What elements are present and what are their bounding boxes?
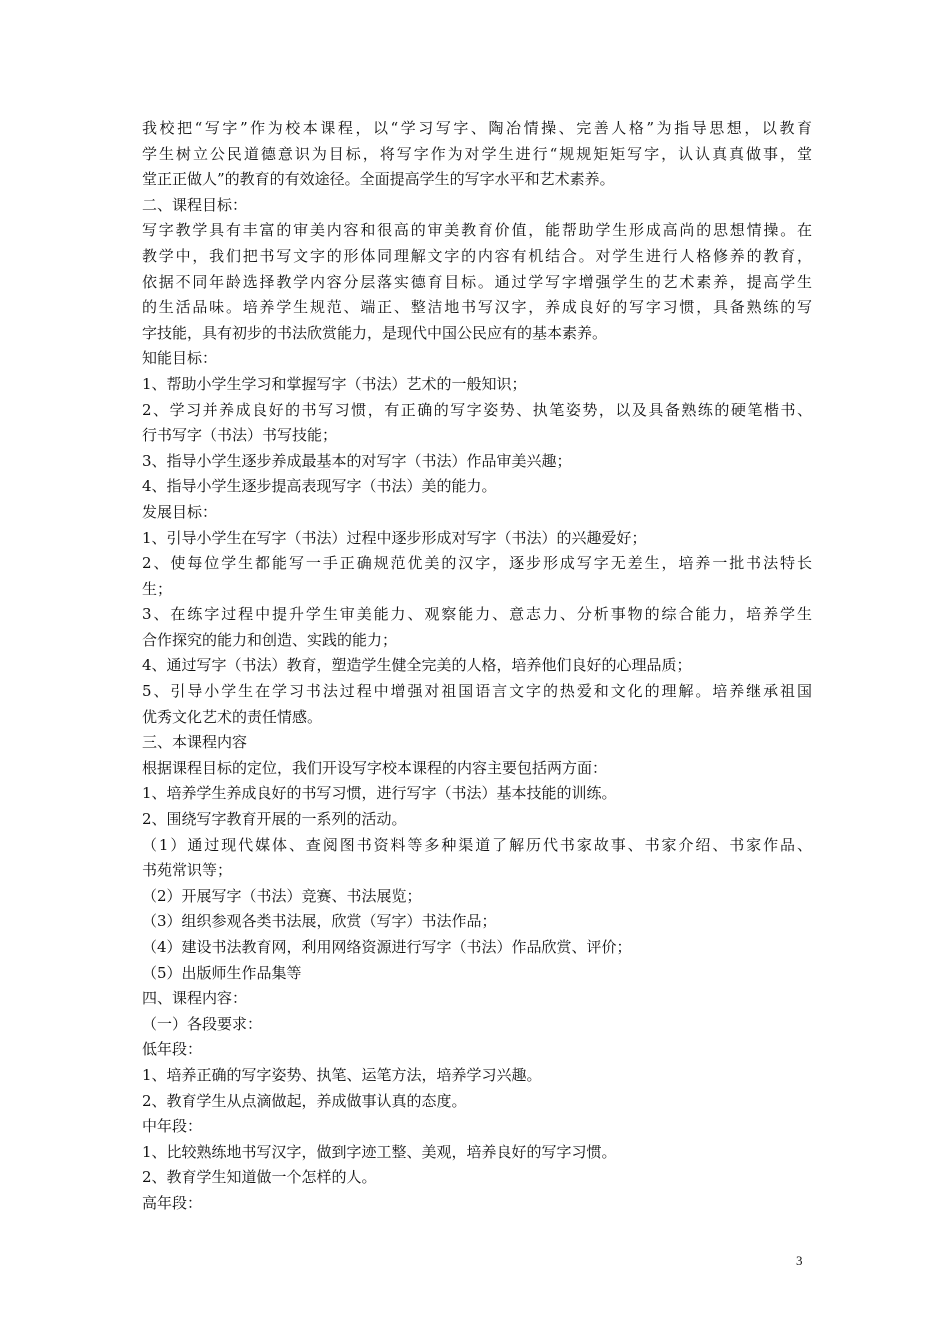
subsection-heading: 知能目标： <box>142 349 218 368</box>
list-item-continuation: 优秀文化艺术的责任情感。 <box>142 707 323 726</box>
list-item: 3、指导小学生逐步养成最基本的对写字（书法）作品审美兴趣； <box>142 451 572 470</box>
list-item-continuation: 合作探究的能力和创造、实践的能力； <box>142 630 398 649</box>
list-item: 2、使每位学生都能写一手正确规范优美的汉字，逐步形成写字无差生，培养一批书法特长 <box>142 554 812 573</box>
list-item: （4）建设书法教育网，利用网络资源进行写字（书法）作品欣赏、评价； <box>142 938 632 956</box>
list-item: （1）通过现代媒体、查阅图书资料等多种渠道了解历代书家故事、书家介绍、书家作品、 <box>142 835 812 854</box>
text-line: 字技能，具有初步的书法欣赏能力，是现代中国公民应有的基本素养。 <box>142 323 608 342</box>
subsection-heading: 低年段： <box>142 1040 203 1059</box>
list-item-continuation: 书苑常识等； <box>142 861 233 880</box>
text-line: 的生活品味。培养学生规范、端正、整洁地书写汉字，养成良好的写字习惯，具备熟练的写 <box>142 298 812 317</box>
list-item: 4、通过写字（书法）教育，塑造学生健全完美的人格，培养他们良好的心理品质； <box>142 656 692 675</box>
text-line: 我校把“写字”作为校本课程，以“学习写字、陶冶情操、完善人格”为指导思想，以教育 <box>142 119 812 137</box>
list-item: 2、教育学生从点滴做起，养成做事认真的态度。 <box>142 1091 467 1110</box>
list-item: 2、围绕写字教育开展的一系列的活动。 <box>142 810 407 829</box>
list-item: （5）出版师生作品集等 <box>142 963 302 982</box>
list-item: 1、培养学生养成良好的书写习惯，进行写字（书法）基本技能的训练。 <box>142 784 617 803</box>
list-item: 2、教育学生知道做一个怎样的人。 <box>142 1168 377 1187</box>
text-line: 教学中，我们把书写文字的形体同理解文字的内容有机结合。对学生进行人格修养的教育， <box>142 246 812 265</box>
list-item: 1、比较熟练地书写汉字，做到字迹工整、美观，培养良好的写字习惯。 <box>142 1142 617 1161</box>
text-line: 堂正正做人”的教育的有效途径。全面提高学生的写字水平和艺术素养。 <box>142 170 615 189</box>
subsection-heading: 中年段： <box>142 1117 203 1136</box>
list-item: 1、帮助小学生学习和掌握写字（书法）艺术的一般知识； <box>142 374 527 393</box>
section-heading: 四、课程内容： <box>142 989 248 1008</box>
list-item: 5、引导小学生在学习书法过程中增强对祖国语言文字的热爱和文化的理解。培养继承祖国 <box>142 682 812 701</box>
subsection-heading: （一）各段要求： <box>142 1014 263 1033</box>
subsection-heading: 高年段： <box>142 1193 203 1212</box>
list-item: （3）组织参观各类书法展，欣赏（写字）书法作品； <box>142 912 497 931</box>
list-item: 3、在练字过程中提升学生审美能力、观察能力、意志力、分析事物的综合能力，培养学生 <box>142 605 812 624</box>
section-heading: 三、本课程内容 <box>142 733 248 752</box>
list-item-continuation: 生； <box>142 579 173 598</box>
section-heading: 二、课程目标： <box>142 195 248 214</box>
list-item-continuation: 行书写字（书法）书写技能； <box>142 426 338 445</box>
list-item: 1、引导小学生在写字（书法）过程中逐步形成对写字（书法）的兴趣爱好； <box>142 528 647 547</box>
text-line: 学生树立公民道德意识为目标，将写字作为对学生进行“规规矩矩写字，认认真真做事，堂 <box>142 144 812 163</box>
list-item: （2）开展写字（书法）竞赛、书法展览； <box>142 886 422 905</box>
document-body <box>142 116 812 1217</box>
page-number: 3 <box>796 1253 803 1268</box>
subsection-heading: 发展目标： <box>142 502 218 521</box>
list-item: 4、指导小学生逐步提高表现写字（书法）美的能力。 <box>142 477 497 496</box>
text-line: 依据不同年龄选择教学内容分层落实德育目标。通过学写字增强学生的艺术素养，提高学生 <box>142 272 812 291</box>
text-line: 根据课程目标的定位，我们开设写字校本课程的内容主要包括两方面： <box>142 758 608 777</box>
text-line: 写字教学具有丰富的审美内容和很高的审美教育价值，能帮助学生形成高尚的思想情操。在 <box>142 221 812 240</box>
list-item: 2、学习并养成良好的书写习惯，有正确的写字姿势、执笔姿势，以及具备熟练的硬笔楷书、 <box>142 400 812 419</box>
list-item: 1、培养正确的写字姿势、执笔、运笔方法，培养学习兴趣。 <box>142 1065 542 1084</box>
